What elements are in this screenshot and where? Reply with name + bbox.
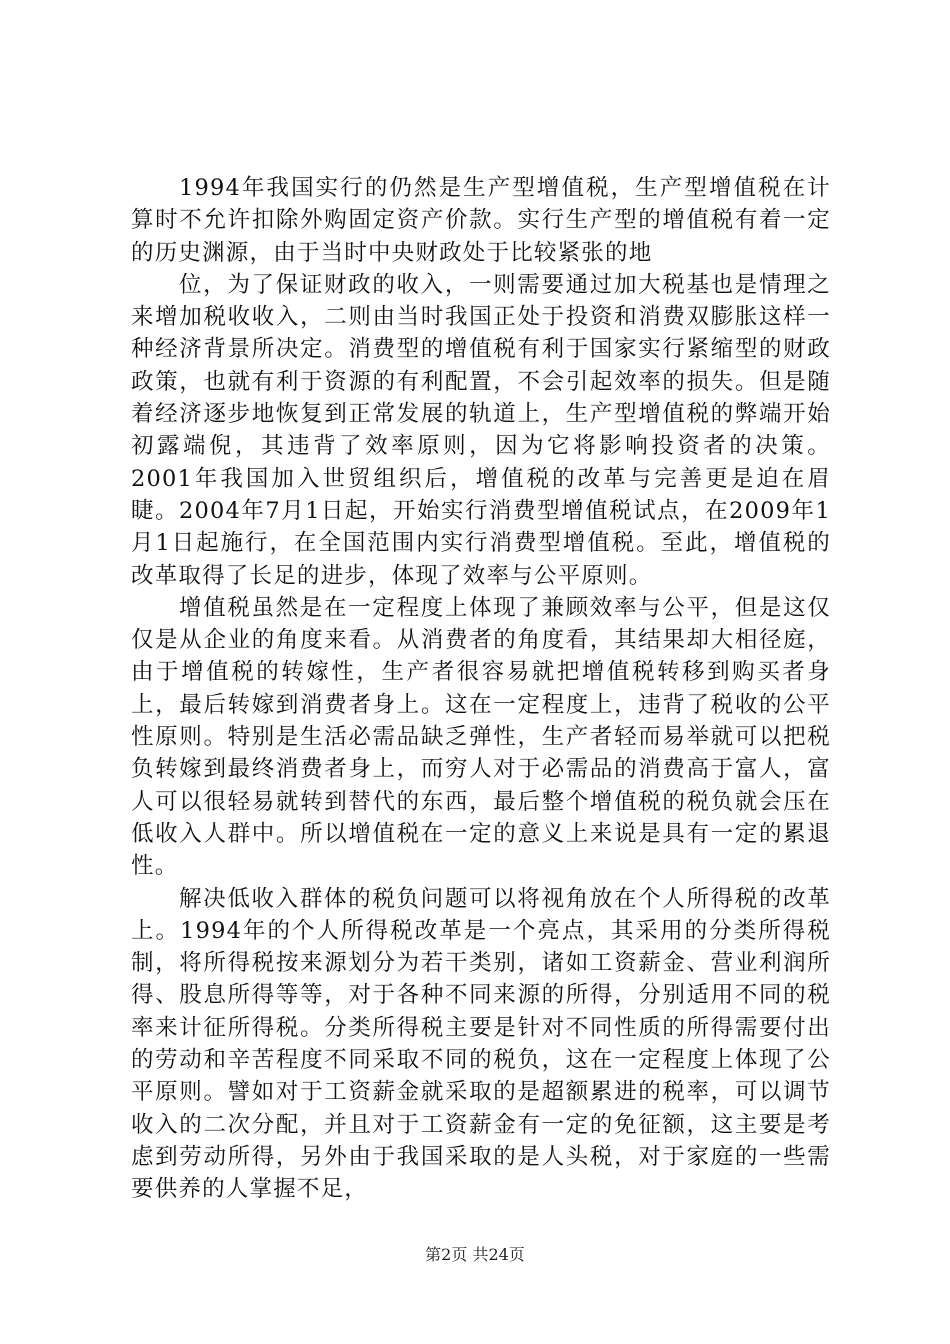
page-footer: 第2页 共24页 (425, 1245, 525, 1264)
paragraph-4: 解决低收入群体的税负问题可以将视角放在个人所得税的改革上。1994年的个人所得税改革是一个亮点，其采用的分类所得税制，将所得税按来源划分为若干类别，诸如工资薪金、营业利润所得、股息所得等等，对于各种不同来源的所得，分别适用不同的税率来计征所得税。分类所得税主要是针对不同性质的所得需要付出的劳动和辛苦程度不同采取不同的税负，这在一定程度上体现了公平原则。譬如对于工资薪金就采取的是超额累进的税率，可以调节收入的二次分配，并且对于工资薪金有一定的免征额，这主要是考虑到劳动所得，另外由于我国采取的是人头税，对于家庭的一些需要供养的人掌握不足， (131, 885, 831, 1203)
paragraph-1: 1994年我国实行的仍然是生产型增值税，生产型增值税在计算时不允许扣除外购固定资产价款。实行生产型的增值税有着一定的历史渊源，由于当时中央财政处于比较紧张的地 (131, 175, 831, 266)
paragraph-3: 增值税虽然是在一定程度上体现了兼顾效率与公平，但是这仅仅是从企业的角度来看。从消费者的角度看，其结果却大相径庭，由于增值税的转嫁性，生产者很容易就把增值税转移到购买者身上，最后转嫁到消费者身上。这在一定程度上，违背了税收的公平性原则。特别是生活必需品缺乏弹性，生产者轻而易举就可以把税负转嫁到最终消费者身上，而穷人对于必需品的消费高于富人，富人可以很轻易就转到替代的东西，最后整个增值税的税负就会压在低收入人群中。所以增值税在一定的意义上来说是具有一定的累退性。 (131, 594, 831, 880)
body-text (131, 172, 831, 1206)
paragraph-2: 位，为了保证财政的收入，一则需要通过加大税基也是情理之来增加税收收入，二则由当时我国正处于投资和消费双膨胀这样一种经济背景所决定。消费型的增值税有利于国家实行紧缩型的财政政策，也就有利于资源的有利配置，不会引起效率的损失。但是随着经济逐步地恢复到正常发展的轨道上，生产型增值税的弊端开始初露端倪，其违背了效率原则，因为它将影响投资者的决策。2001年我国加入世贸组织后，增值税的改革与完善更是迫在眉睫。2004年7月1日起，开始实行消费型增值税试点，在2009年1月1日起施行，在全国范围内实行消费型增值税。至此，增值税的改革取得了长足的进步，体现了效率与公平原则。 (131, 271, 831, 589)
